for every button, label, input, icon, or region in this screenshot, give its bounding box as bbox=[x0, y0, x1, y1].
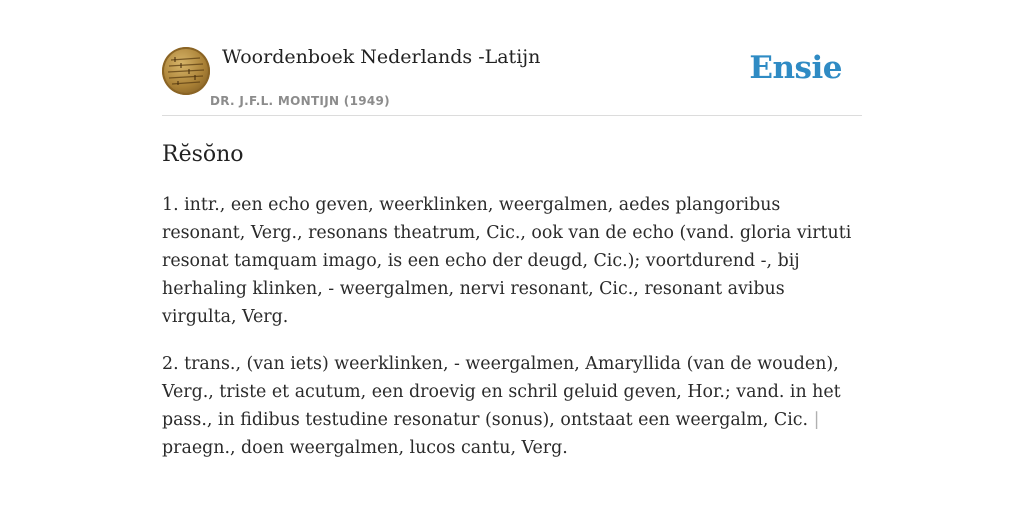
definition-sense-2-part-2: praegn., doen weergalmen, lucos cantu, Verg. bbox=[162, 438, 568, 458]
sense-separator: | bbox=[813, 410, 820, 430]
book-author: DR. J.F.L. MONTIJN (1949) bbox=[210, 94, 390, 108]
definition-sense-2 bbox=[162, 350, 862, 462]
entry-headword: Rĕsŏno bbox=[162, 142, 244, 167]
entry-header bbox=[162, 40, 862, 116]
definition-sense-1: 1. intr., een echo geven, weerklinken, weergalmen, aedes plangoribus resonant, Verg., resonans theatrum, Cic., ook van de echo (vand. gloria virtuti resonat tamquam imago, is een echo der deugd, Cic.); voortdurend -, bij herhaling klinken, - weergalmen, nervi resonant, Cic., resonant avibus virgulta, Verg. bbox=[162, 195, 852, 327]
ensie-brand-link[interactable]: Ensie bbox=[749, 50, 842, 86]
definition-sense-2-part-1: 2. trans., (van iets) weerklinken, - weergalmen, Amaryllida (van de wouden), Verg., triste et acutum, een droevig en schril geluid geven, Hor.; vand. in het pass., in fidibus testudine resonatur (sonus), ontstaat een weergalm, Cic. bbox=[162, 354, 841, 430]
dictionary-entry-card bbox=[162, 40, 862, 462]
engraved-coin-icon bbox=[162, 47, 210, 95]
book-title: Woordenboek Nederlands -Latijn bbox=[222, 46, 541, 68]
